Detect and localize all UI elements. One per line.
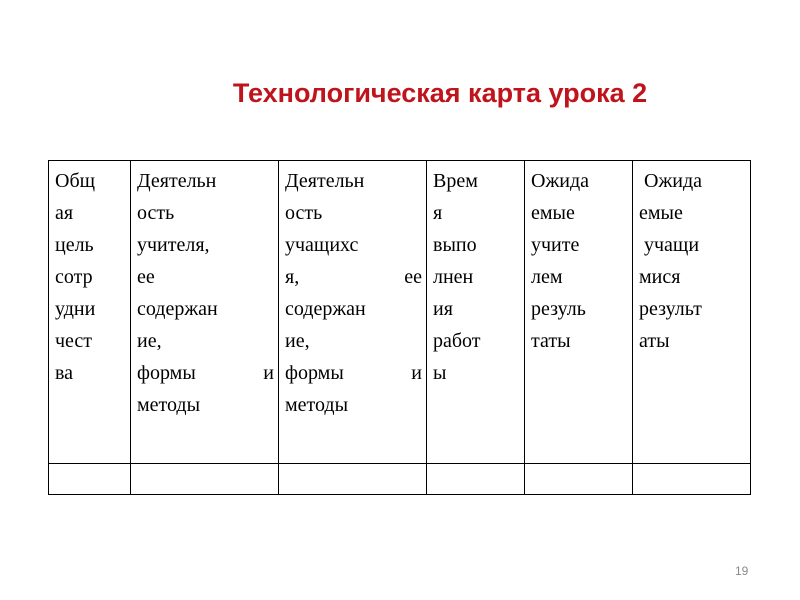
header-line: цель: [55, 234, 94, 256]
header-cell-teacher-activity: [131, 161, 279, 464]
header-cell-text: [55, 165, 126, 389]
slide-title: Технологическая карта урока 2: [232, 78, 648, 108]
header-cell-goal: [49, 161, 131, 464]
header-line: результ: [639, 298, 702, 320]
header-line: Деятельн: [285, 170, 365, 192]
header-line: ая: [55, 202, 74, 224]
header-line: ва: [55, 362, 74, 384]
header-line: содержан: [285, 298, 366, 320]
header-line: ость: [285, 202, 323, 224]
table-cell[interactable]: [49, 464, 131, 495]
header-line: учителя,: [137, 234, 210, 256]
table-cell[interactable]: [279, 464, 427, 495]
header-line: выпо: [433, 234, 477, 256]
header-line: методы: [285, 394, 349, 416]
header-line: ы: [433, 362, 447, 384]
header-cell-text: [433, 165, 520, 389]
header-cell-text: [137, 165, 274, 421]
header-cell-text: [285, 165, 422, 421]
header-line: учите: [531, 234, 580, 256]
header-line: емые: [531, 202, 575, 224]
header-line: работ: [433, 330, 481, 352]
table-cell[interactable]: [633, 464, 751, 495]
header-line: ие,: [137, 330, 162, 352]
header-cell-student-activity: [279, 161, 427, 464]
header-line: резуль: [531, 298, 586, 320]
header-line: я, ее: [285, 266, 422, 288]
header-line: лем: [531, 266, 563, 288]
header-line: формы и: [137, 362, 274, 384]
header-line: лнен: [433, 266, 474, 288]
table-header-row: [49, 161, 751, 464]
header-line: Общ: [55, 170, 96, 192]
header-line: ие,: [285, 330, 310, 352]
header-line: ия: [433, 298, 453, 320]
header-cell-teacher-results: [525, 161, 633, 464]
header-cell-text: [531, 165, 628, 357]
header-line: учащи: [639, 234, 700, 256]
table-cell[interactable]: [427, 464, 525, 495]
lesson-map-table: [48, 160, 751, 495]
header-line: ость: [137, 202, 175, 224]
header-line: Ожида: [531, 170, 590, 192]
table-cell[interactable]: [131, 464, 279, 495]
header-line: сотр: [55, 266, 93, 288]
page-number: 19: [735, 564, 749, 578]
header-line: мися: [639, 266, 681, 288]
header-line: методы: [137, 394, 201, 416]
header-line: я: [433, 202, 443, 224]
table-row: [49, 464, 751, 495]
header-line: ее: [137, 266, 155, 288]
header-line: учащихс: [285, 234, 359, 256]
header-cell-student-results: [633, 161, 751, 464]
header-line: емые: [639, 202, 683, 224]
header-line: формы и: [285, 362, 422, 384]
header-line: удни: [55, 298, 96, 320]
header-cell-text: [639, 165, 746, 357]
header-cell-time: [427, 161, 525, 464]
header-line: Ожида: [639, 170, 703, 192]
header-line: таты: [531, 330, 571, 352]
header-line: Врем: [433, 170, 478, 192]
table-cell[interactable]: [525, 464, 633, 495]
header-line: аты: [639, 330, 670, 352]
header-line: содержан: [137, 298, 218, 320]
header-line: чест: [55, 330, 93, 352]
header-line: Деятельн: [137, 170, 217, 192]
